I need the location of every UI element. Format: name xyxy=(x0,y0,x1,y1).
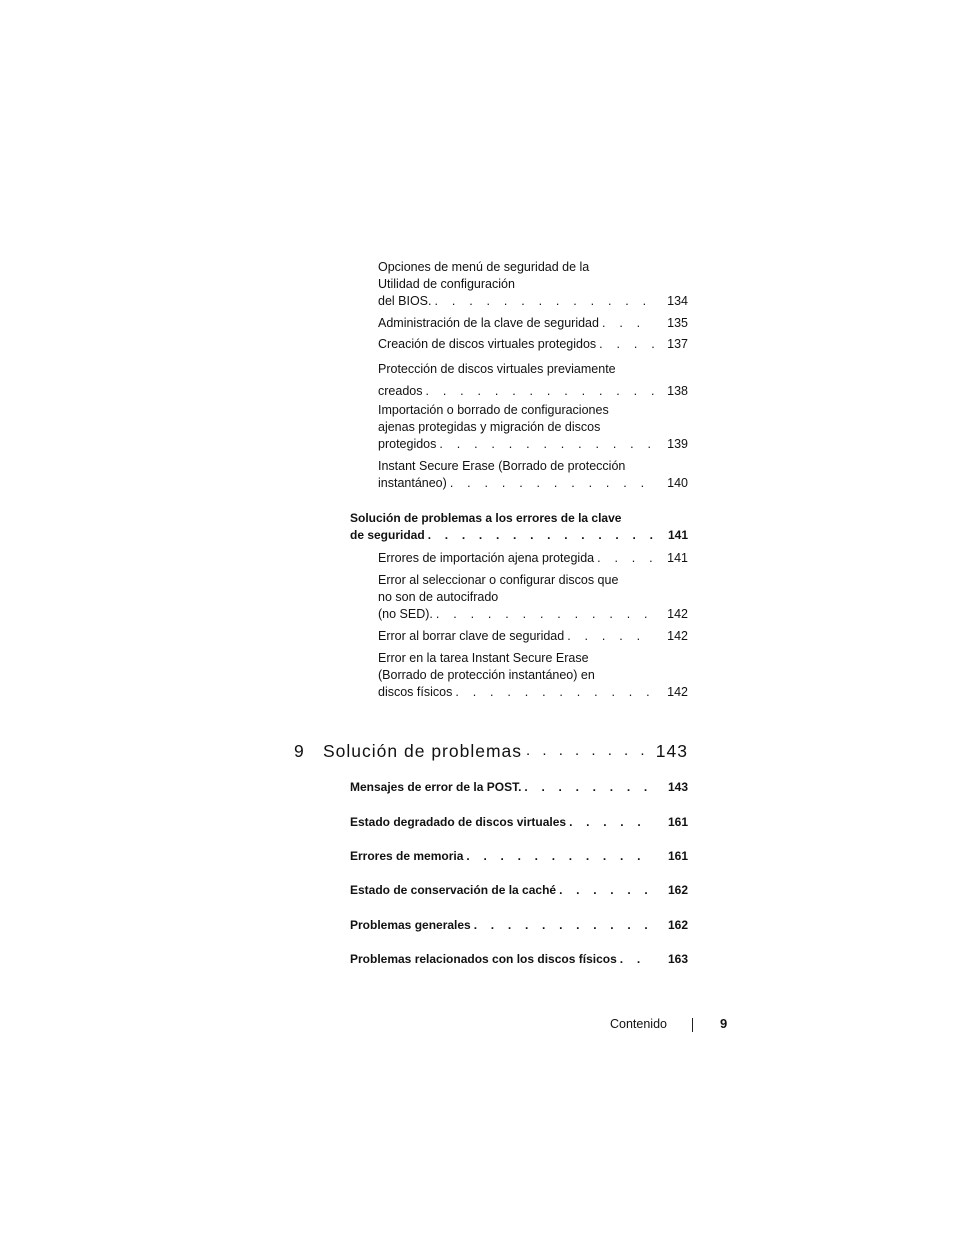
leader-dots xyxy=(559,882,654,899)
leader-dots xyxy=(567,628,654,645)
toc-section-title: Estado de conservación de la caché xyxy=(350,883,557,897)
toc-section-title: Errores de memoria xyxy=(350,849,464,863)
page-number: 141 xyxy=(667,528,688,542)
leader-dots xyxy=(428,527,654,544)
footer-divider xyxy=(692,1018,693,1032)
page-number: 139 xyxy=(667,437,688,451)
leader-dots xyxy=(597,550,654,567)
toc-entry-line: Error al seleccionar o configurar discos que xyxy=(378,573,619,587)
toc-section-physical-disk-problems[interactable] xyxy=(350,951,688,968)
toc-section-security-key-errors[interactable] xyxy=(350,510,688,544)
toc-entry-line: Creación de discos virtuales protegidos xyxy=(378,337,597,351)
footer-page-number: 9 xyxy=(720,1016,728,1031)
toc-section-title: Mensajes de error de la POST. xyxy=(350,780,522,794)
toc-entry-ise-task-error[interactable] xyxy=(378,650,688,701)
toc-entry-non-sed-errors[interactable] xyxy=(378,572,688,623)
toc-entry-line: instantáneo) xyxy=(378,476,447,490)
leader-dots xyxy=(620,951,654,968)
page-number: 163 xyxy=(667,952,688,966)
toc-entry-import-clear-foreign[interactable] xyxy=(378,402,688,453)
leader-dots xyxy=(599,336,654,353)
toc-section-title: Problemas relacionados con los discos físicos xyxy=(350,952,617,966)
toc-section-general-problems[interactable] xyxy=(350,917,688,934)
toc-entry-line: creados xyxy=(378,384,423,398)
page-number: 140 xyxy=(667,476,688,490)
toc-entry-line: Protección de discos virtuales previamente xyxy=(378,362,616,376)
leader-dots xyxy=(569,814,654,831)
toc-entry-line: Administración de la clave de seguridad xyxy=(378,316,599,330)
toc-entry-delete-key-error[interactable] xyxy=(378,628,688,645)
page-number: 135 xyxy=(667,316,688,330)
toc-entry-line: Importación o borrado de configuraciones xyxy=(378,403,609,417)
toc-entry-line: Error en la tarea Instant Secure Erase xyxy=(378,651,589,665)
page-number: 142 xyxy=(667,685,688,699)
leader-dots xyxy=(602,315,654,332)
toc-entry-line: no son de autocifrado xyxy=(378,590,499,604)
chapter-title: Solución de problemas xyxy=(323,741,523,761)
page-number: 137 xyxy=(667,337,688,351)
leader-dots xyxy=(455,684,654,701)
chapter-heading[interactable] xyxy=(294,740,688,762)
toc-entry-line: protegidos xyxy=(378,437,437,451)
page-number: 143 xyxy=(655,741,688,761)
page-number: 162 xyxy=(667,918,688,932)
toc-section-pinned-cache[interactable] xyxy=(350,882,688,899)
page-number: 142 xyxy=(667,629,688,643)
leader-dots xyxy=(474,917,654,934)
toc-entry-line: de seguridad xyxy=(350,528,425,542)
toc-section-title: Problemas generales xyxy=(350,918,471,932)
page-number: 142 xyxy=(667,607,688,621)
page-number: 161 xyxy=(667,849,688,863)
leader-dots xyxy=(450,475,654,492)
toc-section-degraded-vd[interactable] xyxy=(350,814,688,831)
toc-entry-line: (Borrado de protección instantáneo) en xyxy=(378,668,595,682)
page-number: 162 xyxy=(667,883,688,897)
leader-dots xyxy=(425,380,654,402)
page-number: 134 xyxy=(667,294,688,308)
leader-dots xyxy=(524,779,654,796)
toc-entry-line: Errores de importación ajena protegida xyxy=(378,551,595,565)
toc-section-post-errors[interactable] xyxy=(350,779,688,796)
toc-section-title: Estado degradado de discos virtuales xyxy=(350,815,567,829)
toc-entry-instant-secure-erase[interactable] xyxy=(378,458,688,492)
leader-dots xyxy=(436,606,654,623)
leader-dots xyxy=(526,740,648,762)
toc-entry-line: discos físicos xyxy=(378,685,453,699)
toc-entry-bios-security-menu[interactable] xyxy=(378,259,688,310)
page-number: 141 xyxy=(667,551,688,565)
toc-entry-line: (no SED). xyxy=(378,607,433,621)
leader-dots xyxy=(466,848,654,865)
page-number: 161 xyxy=(667,815,688,829)
page-number: 138 xyxy=(667,384,688,398)
chapter-number: 9 xyxy=(294,741,305,761)
toc-entry-line: Solución de problemas a los errores de la clave xyxy=(350,511,622,525)
leader-dots xyxy=(439,436,654,453)
toc-entry-line: del BIOS. xyxy=(378,294,432,308)
toc-entry-create-secured-vd[interactable] xyxy=(378,336,688,353)
toc-entry-line: Instant Secure Erase (Borrado de protección xyxy=(378,459,626,473)
toc-entry-security-key-admin[interactable] xyxy=(378,315,688,332)
toc-entry-line: Opciones de menú de seguridad de la xyxy=(378,260,590,274)
toc-entry-line: Error al borrar clave de seguridad xyxy=(378,629,565,643)
toc-entry-line: Utilidad de configuración xyxy=(378,277,515,291)
toc-entry-line: ajenas protegidas y migración de discos xyxy=(378,420,601,434)
footer-label: Contenido xyxy=(610,1017,667,1031)
toc-entry-secure-existing-vd[interactable] xyxy=(378,358,688,402)
page-number: 143 xyxy=(667,780,688,794)
toc-entry-secured-foreign-import-errors[interactable] xyxy=(378,550,688,567)
toc-section-memory-errors[interactable] xyxy=(350,848,688,865)
leader-dots xyxy=(435,293,655,310)
